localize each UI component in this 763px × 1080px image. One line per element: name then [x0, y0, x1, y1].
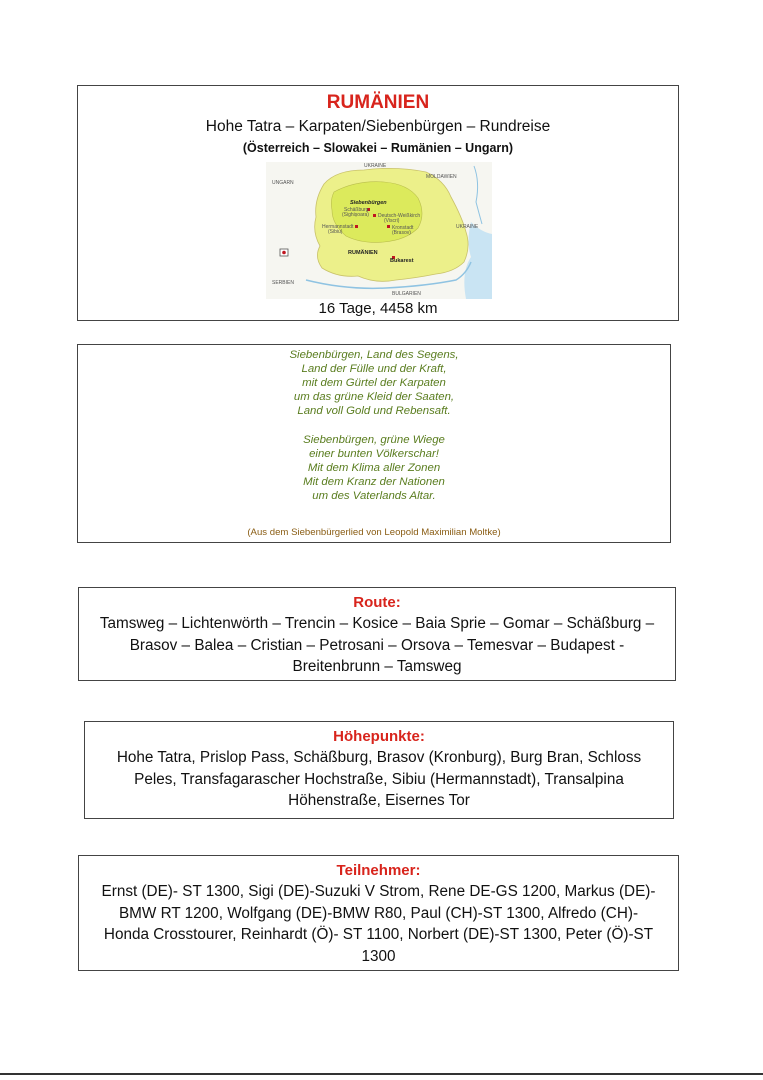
poem-stanza-2 — [78, 433, 670, 503]
route-text — [79, 613, 675, 678]
map-label-schaessburg: Schäßburg — [344, 207, 369, 213]
highlights-line: Höhenstraße, Eisernes Tor — [288, 792, 470, 809]
map-label-serbien: SERBIEN — [272, 280, 294, 286]
map-label-moldawien: MOLDAWIEN — [426, 174, 457, 180]
poem-line: um des Vaterlands Altar. — [312, 490, 436, 502]
map-symbol-dot — [282, 251, 286, 255]
map-label-viscri: (Viscri) — [384, 218, 400, 224]
map-label-sibiu: (Sibiu) — [328, 229, 343, 235]
route-line: Breitenbrunn – Tamsweg — [292, 658, 462, 675]
poem-line: Land voll Gold und Rebensaft. — [297, 405, 451, 417]
poem-line: mit dem Gürtel der Karpaten — [302, 377, 446, 389]
map-label-hermannstadt: Hermannstadt — [322, 224, 354, 230]
page-bottom-rule — [0, 1073, 763, 1075]
highlights-box — [84, 721, 674, 819]
poem-line: Mit dem Kranz der Nationen — [303, 476, 445, 488]
map-label-deutsch-weisskirch: Deutsch-Weißkirch — [378, 213, 421, 219]
participants-text — [79, 881, 678, 967]
map-label-ukraine-right: UKRAINE — [456, 224, 479, 230]
map-label-rumaenien: RUMÄNIEN — [348, 250, 378, 256]
participants-box — [78, 855, 679, 971]
poem-box — [77, 344, 671, 543]
route-title: Route: — [353, 594, 401, 611]
map-label-sighisoara: (Sighișoara) — [342, 212, 369, 218]
map-label-kronstadt: Kronstadt — [392, 225, 414, 231]
highlights-line: Hohe Tatra, Prislop Pass, Schäßburg, Brasov (Kronburg), Burg Bran, Schloss — [116, 749, 642, 766]
participants-line: 1300 — [361, 947, 396, 965]
trip-title: RUMÄNIEN — [326, 92, 430, 113]
map-marker-kronstadt — [387, 225, 390, 228]
route-line: Tamsweg – Lichtenwörth – Trencin – Kosice – Baia Sprie – Gomar – Schäßburg – — [99, 615, 655, 632]
participants-line: Honda Crosstourer, Reinhardt (Ö)- ST 1100, Norbert (DE)-ST 1300, Peter (Ö)-ST — [103, 926, 654, 943]
poem-line: Land der Fülle und der Kraft, — [301, 363, 447, 375]
poem-line: einer bunten Völkerschar! — [309, 448, 439, 460]
map-label-ungarn: UNGARN — [272, 180, 294, 186]
map-label-ukraine-top: UKRAINE — [364, 163, 387, 169]
poem-line: Mit dem Klima aller Zonen — [307, 462, 441, 474]
trip-summary: 16 Tage, 4458 km — [318, 300, 438, 317]
participants-line: Ernst (DE)- ST 1300, Sigi (DE)-Suzuki V Strom, Rene DE-GS 1200, Markus (DE)- — [101, 883, 656, 900]
poem-line: Siebenbürgen, grüne Wiege — [303, 434, 445, 446]
map-label-siebenbuergen: Siebenbürgen — [350, 200, 387, 206]
route-line: Brasov – Balea – Cristian – Petrosani – Orsova – Temesvar – Budapest - — [129, 636, 625, 654]
map-marker-deutsch-weisskirch — [373, 214, 376, 217]
poem-stanza-1 — [78, 348, 670, 418]
poem-line: um das grüne Kleid der Saaten, — [293, 391, 455, 403]
map-label-brasov: (Brasov) — [392, 230, 411, 236]
route-box — [78, 587, 676, 681]
poem-line: Siebenbürgen, Land des Segens, — [289, 349, 459, 361]
participants-title: Teilnehmer: — [336, 862, 421, 879]
map-marker-hermannstadt — [355, 225, 358, 228]
trip-subtitle: Hohe Tatra – Karpaten/Siebenbürgen – Rundreise — [205, 118, 551, 135]
highlights-title: Höhepunkte: — [333, 728, 425, 745]
highlights-line: Peles, Transfagarascher Hochstraße, Sibiu (Hermannstadt), Transalpina — [134, 770, 624, 788]
poem-attribution: (Aus dem Siebenbürgerlied von Leopold Maximilian Moltke) — [247, 527, 501, 538]
map-label-bukarest: Bukarest — [390, 258, 414, 264]
highlights-text — [85, 747, 673, 812]
map-label-bulgarien: BULGARIEN — [392, 291, 421, 297]
trip-countries: (Österreich – Slowakei – Rumänien – Ungarn) — [242, 141, 514, 155]
romania-map — [266, 162, 492, 299]
trip-title-box — [77, 85, 679, 321]
participants-line: BMW RT 1200, Wolfgang (DE)-BMW R80, Paul (CH)-ST 1300, Alfredo (CH)- — [118, 904, 639, 922]
